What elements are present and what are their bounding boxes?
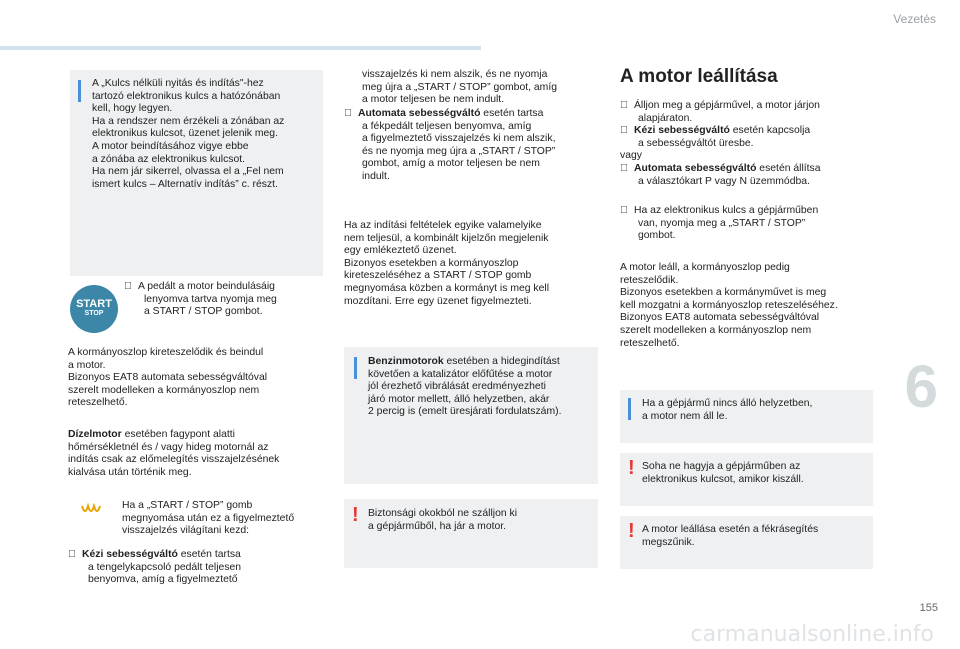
info-icon — [628, 398, 631, 420]
steering-unlock-paragraph: A kormányoszlop kireteszelődik és beindul a motor. Bizonyos EAT8 automata sebességváltóval szerelt modelleken a kormányoszlop nem reteszelhető. — [68, 347, 268, 409]
safety-warning-text: Biztonsági okokból ne szálljon ki a gépjárműből, ha jár a motor. — [368, 508, 518, 532]
info-icon — [354, 357, 357, 379]
bullet-icon — [620, 205, 634, 218]
info-keyless-text: A „Kulcs nélküli nyitás és indítás"-hez tartozó elektronikus kulcs a hatózónában kell, hogy legyen. Ha a rendszer nem érzékeli a zónában az elektronikus kulcsot, üzenet jelenik meg. A motor beindításához vigye ebbe a zónába az elektronikus kulcsot. Ha nem jár sikerrel, olvassa el a „Fel nem ismert kulcs – Alternatív indítás” c. részt. — [92, 78, 285, 190]
page-number: 155 — [919, 602, 938, 614]
automatic-gearbox-instruction: Automata sebességváltó esetén tartsa a fékpedált teljesen benyomva, amíg a figyelmeztető visszajelzés ki nem alszik, és ne nyomja meg újra a „START / STOP” gombot, amíg a motor teljesen be nem indult. — [344, 108, 599, 184]
chapter-number: 6 — [904, 353, 938, 420]
key-step: Ha az elektronikus kulcs a gépjárműben van, nyomja meg a „START / STOP” gombot. — [620, 205, 880, 243]
continued-instruction: visszajelzés ki nem alszik, és ne nyomja meg újra a „START / STOP” gombot, amíg a motor teljesen be nem indult. — [362, 69, 557, 106]
bullet-icon — [124, 281, 138, 294]
start-conditions-paragraph: Ha az indítási feltételek egyike valamelyike nem teljesül, a kombinált kijelzőn megjelenik egy emlékeztető üzenet. Bizonyos esetekben a kormányoszlop kireteszeléséhez a START / STOP gomb megnyomása közben a kormányt is meg kell mozdítani. Erre egy üzenet figyelmezteti. — [344, 220, 550, 307]
glow-plug-warning-text: Ha a „START / STOP” gomb megnyomása után ez a figyelmeztető visszajelzés világítani kezd: — [122, 500, 295, 537]
engine-stop-paragraph: A motor leáll, a kormányoszlop pedig reteszelődik. Bizonyos esetekben a kormányművet is meg kell mozgatni a kormányoszlop reteszeléséhez. Bizonyos EAT8 automata sebességváltóval szerelt modelleken a kormányoszlop nem reteszelhető. — [620, 262, 838, 349]
brake-warning-text: A motor leállása esetén a fékrásegítés megszűnik. — [642, 524, 819, 548]
start-stop-icon: START STOP — [70, 285, 118, 333]
petrol-info-text: Benzinmotorok esetében a hidegindítást követően a katalizátor előfűtése a motor jól érezhető vibrálását eredményezheti járó motor mellett, álló helyzetben, akár 2 percig is (emelt üresjárati fordulatszám). — [368, 356, 562, 418]
moving-info-text: Ha a gépjármű nincs álló helyzetben, a motor nem áll le. — [642, 398, 813, 422]
warning-icon: ! — [628, 457, 635, 479]
bullet-icon — [68, 549, 82, 562]
bullet-icon — [344, 108, 358, 121]
bullet-icon — [620, 163, 634, 176]
preheating-glow-plug-icon — [80, 503, 102, 519]
warning-icon: ! — [352, 504, 359, 526]
key-warning-text: Soha ne hagyja a gépjárműben az elektronikus kulcsot, amikor kiszáll. — [642, 461, 804, 485]
pedal-instruction: A pedált a motor beindulásáig lenyomva tartva nyomja meg a START / STOP gombot. — [124, 281, 324, 319]
watermark: carmanualsonline.info — [690, 622, 934, 647]
page-title: A motor leállítása — [620, 66, 778, 87]
bullet-icon — [620, 125, 634, 138]
section-title: Vezetés — [893, 12, 936, 26]
manual-gearbox-instruction: Kézi sebességváltó esetén tartsa a tengelykapcsoló pedált teljesen benyomva, amíg a figyelmeztető — [68, 549, 328, 587]
warning-icon: ! — [628, 520, 635, 542]
info-icon — [78, 80, 81, 102]
stop-steps: Álljon meg a gépjárművel, a motor járjon alapjáraton. Kézi sebességváltó esetén kapcsolja a sebességváltót üresbe. vagy Automata sebességváltó esetén állítsa a választókart P vagy N üzemmódba. — [620, 100, 821, 187]
diesel-paragraph: Dízelmotor esetében fagypont alatti hőmérsékletnél és / vagy hideg motornál az indítás csak az előmelegítés visszajelzésének kialvása után történik meg. — [68, 429, 280, 478]
header-bar — [0, 46, 481, 50]
bullet-icon — [620, 100, 634, 113]
